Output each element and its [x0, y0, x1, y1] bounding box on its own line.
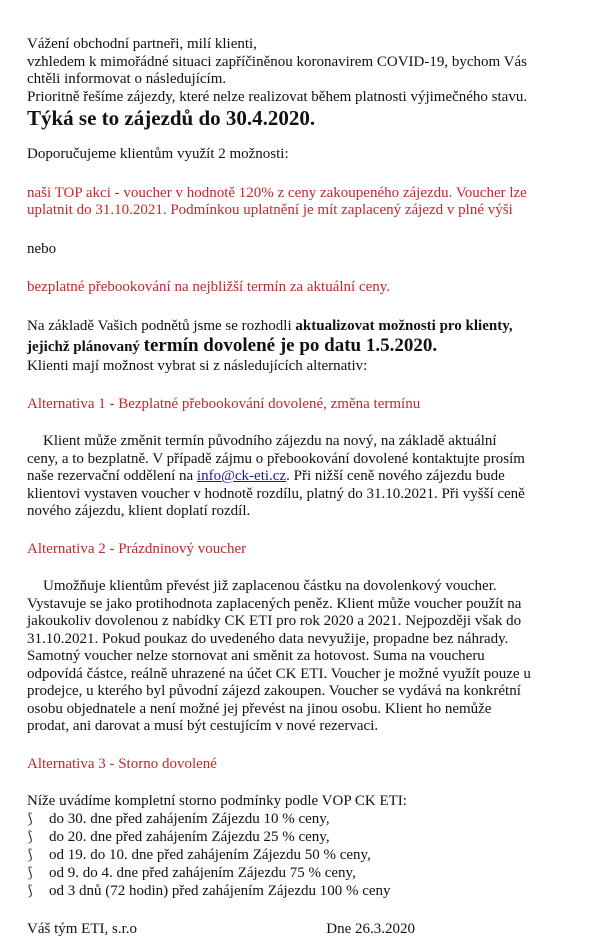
- alt2-line: Umožňuje klientům převést již zaplacenou částku na dovolenkový voucher.: [43, 578, 497, 594]
- alt2-line: 31.10.2021. Pokud poukaz do uvedeného data nevyužije, propadne bez náhrady.: [27, 630, 509, 647]
- update-bold: aktualizovat možnosti pro klienty,: [295, 317, 513, 334]
- bullet-icon: ⟆: [27, 865, 33, 881]
- update-line-2: [27, 335, 587, 358]
- alt1-line: [27, 468, 587, 486]
- bullet-icon: ⟆: [27, 811, 33, 827]
- alt1-text: . Při nižší ceně nového zájezdu bude: [286, 468, 505, 484]
- alt2-title: Alternativa 2 - Prázdninový voucher: [27, 540, 247, 557]
- alt3-title: Alternativa 3 - Storno dovolené: [27, 755, 217, 772]
- letter: [27, 36, 587, 938]
- signature: Váš tým ETI, s.r.o: [27, 920, 137, 937]
- alt2-line: Vystavuje se jako protihodnota zaplacených peněz. Klient může voucher použít na: [27, 595, 522, 612]
- option1-line: uplatnit do 31.10.2021. Podmínkou uplatnění je mít zaplacený zájezd v plné výši: [27, 202, 513, 218]
- update-line-3: Klienti mají možnost vybrat si z následujících alternativ:: [27, 358, 368, 374]
- list-item: [27, 865, 587, 883]
- list-item: [27, 847, 587, 865]
- condition-text: od 9. do 4. dne před zahájením Zájezdu 75 % ceny,: [49, 864, 356, 881]
- date: Dne 26.3.2020: [326, 920, 415, 937]
- storno-conditions: [27, 811, 587, 901]
- alt1-line: ceny, a to bezplatně. V případě zájmu o přebookování dovolené kontaktujte prosím: [27, 450, 525, 467]
- option2-text: bezplatné přebookování na nejbližší termín za aktuální ceny.: [27, 279, 391, 295]
- alt2-line: osobu objednatele a není možné jej převést na jinou osobu. Klient ho nemůže: [27, 700, 492, 717]
- alt2-line: odpovídá částce, reálně uhrazené na účet CK ETI. Voucher je možné využít pouze u: [27, 665, 531, 682]
- condition-text: do 30. dne před zahájením Zájezdu 10 % ceny,: [49, 810, 330, 827]
- update-text: Na základě Vašich podnětů jsme se rozhodli: [27, 317, 296, 334]
- condition-text: do 20. dne před zahájením Zájezdu 25 % ceny,: [49, 828, 330, 845]
- list-item: [27, 829, 587, 847]
- alt2-line: prodejce, u kterého byl původní zájezd zakoupen. Voucher se vydává na konkrétní: [27, 683, 521, 699]
- alt1-title: Alternativa 1 - Bezplatné přebookování dovolené, změna termínu: [27, 395, 421, 412]
- alt1-line: nového zájezdu, klient doplatí rozdíl.: [27, 503, 251, 519]
- termin-highlight: termín dovolené je po datu 1.5.2020.: [143, 335, 438, 356]
- greeting-line: Vážení obchodní partneři, milí klienti,: [27, 36, 257, 52]
- alt1-line: Klient může změnit termín původního zájezdu na nový, na základě aktuální: [43, 433, 497, 449]
- bullet-icon: ⟆: [27, 883, 33, 899]
- condition-text: od 3 dnů (72 hodin) před zahájením Zájezdu 100 % ceny: [49, 882, 391, 899]
- condition-text: od 19. do 10. dne před zahájením Zájezdu 50 % ceny,: [49, 846, 371, 863]
- list-item: [27, 811, 587, 829]
- alt3-intro: Níže uvádíme kompletní storno podmínky podle VOP CK ETI:: [27, 793, 407, 809]
- email-link[interactable]: info@ck-eti.cz: [196, 468, 287, 484]
- alt2-line: Samotný voucher nelze stornovat ani směnit za hotovost. Suma na voucheru: [27, 648, 485, 664]
- headline: Týká se to zájezdů do 30.4.2020.: [27, 106, 316, 130]
- greeting-line: Prioritně řešíme zájezdy, které nelze realizovat během platnosti výjimečného stavu.: [27, 88, 528, 105]
- alt2-body: [27, 578, 587, 736]
- alt2-line: jakoukoliv dovolenou z nabídky CK ETI pro rok 2020 a 2021. Nejpozději však do: [27, 613, 522, 629]
- update-bold: jejichž plánovaný: [27, 339, 144, 355]
- bullet-icon: ⟆: [27, 829, 33, 845]
- greeting-line: vzhledem k mimořádné situaci zapříčiněnou koronavirem COVID-19, bychom Vás: [27, 53, 528, 70]
- update-line-1: [27, 318, 587, 336]
- alt1-text: naše rezervační oddělení na: [27, 468, 197, 484]
- alt1-line: klientovi vystaven voucher v hodnotě rozdílu, platný do 31.10.2021. Při vyšší ceně: [27, 485, 525, 502]
- alt2-line: prodat, ani darovat a musí být cestujícím v nové rezervaci.: [27, 718, 379, 734]
- option1-line: naši TOP akci - voucher v hodnotě 120% z ceny zakoupeného zájezdu. Voucher lze: [27, 184, 527, 201]
- signature-row: [27, 921, 415, 939]
- recommend-text: Doporučujeme klientům využít 2 možnosti:: [27, 146, 289, 162]
- greeting-line: chtěli informovat o následujícím.: [27, 71, 227, 87]
- list-item: [27, 883, 587, 901]
- bullet-icon: ⟆: [27, 847, 33, 863]
- or-text: nebo: [27, 240, 57, 257]
